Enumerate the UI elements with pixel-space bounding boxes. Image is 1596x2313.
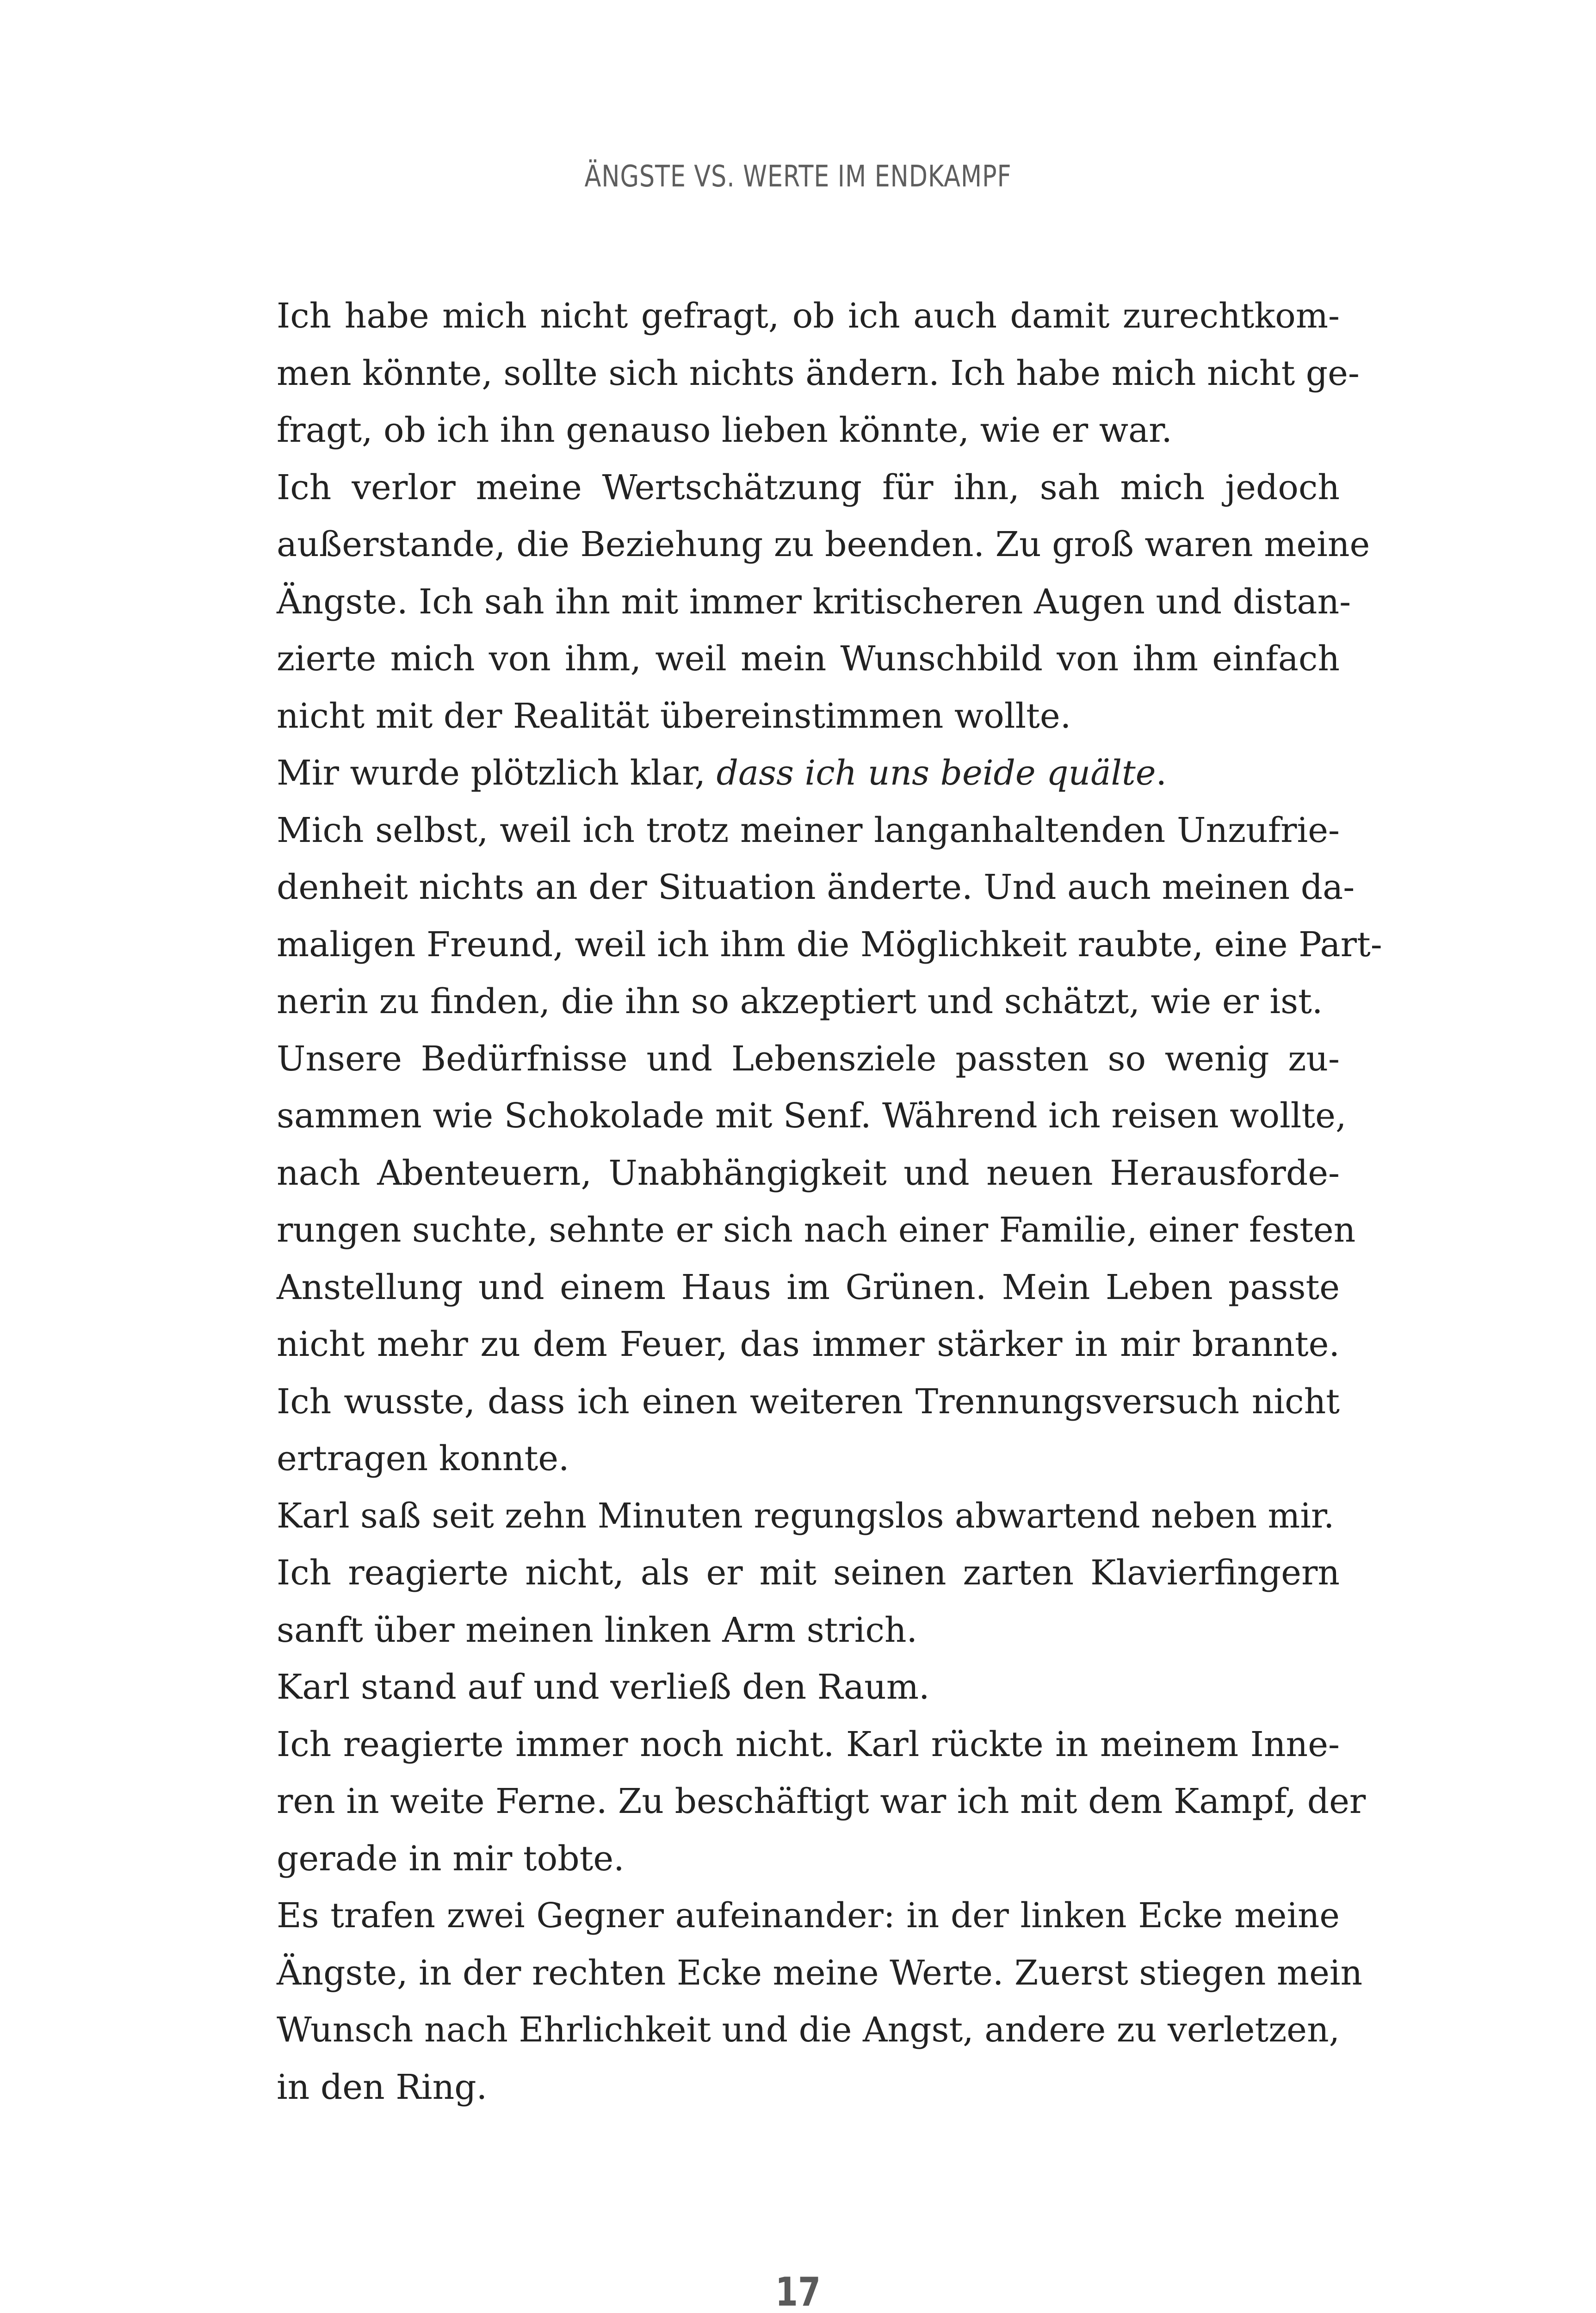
running-header: ÄNGSTE VS. WERTE IM ENDKAMPF — [584, 160, 1012, 194]
text-line: Ich reagierte nicht, als er mit seinen zarten Klavierfingern — [277, 1553, 1340, 1593]
text-line: maligen Freund, weil ich ihm die Möglichkeit raubte, eine Part- — [277, 924, 1382, 965]
text-line: nicht mit der Realität übereinstimmen wollte. — [277, 696, 1071, 736]
text-line: gerade in mir tobte. — [277, 1838, 625, 1879]
paragraph-8 — [232, 1659, 1340, 1716]
text-line: fragt, ob ich ihn genauso lieben könnte, wie er war. — [277, 410, 1172, 450]
text-line: Mich selbst, weil ich trotz meiner langanhaltenden Unzufrie- — [277, 810, 1340, 850]
text-line: ren in weite Ferne. Zu beschäftigt war ich mit dem Kampf, der — [277, 1781, 1366, 1821]
text-line: denheit nichts an der Situation änderte. Und auch meinen da- — [277, 867, 1355, 907]
text-line: Ich reagierte immer noch nicht. Karl rückte in meinem Inne- — [277, 1724, 1340, 1764]
text-line — [232, 745, 1340, 802]
text-line: rungen suchte, sehnte er sich nach einer Familie, einer festen — [277, 1210, 1356, 1250]
text-line: Karl stand auf und verließ den Raum. — [277, 1667, 930, 1707]
paragraph-4 — [232, 802, 1382, 1031]
paragraph-1 — [232, 288, 1360, 459]
paragraph-7 — [232, 1545, 1340, 1659]
paragraph-3 — [232, 745, 1340, 802]
text-line: Ich verlor meine Wertschätzung für ihn, sah mich jedoch — [277, 467, 1340, 507]
text-line: Ängste, in der rechten Ecke meine Werte. Zuerst stiegen mein — [277, 1953, 1363, 1993]
text-line: sanft über meinen linken Arm strich. — [277, 1610, 918, 1650]
text-line: zierte mich von ihm, weil mein Wunschbild von ihm einfach — [277, 639, 1340, 679]
text-line: Wunsch nach Ehrlichkeit und die Angst, andere zu verletzen, — [277, 2010, 1340, 2050]
text-line: nicht mehr zu dem Feuer, das immer stärker in mir brannte. — [277, 1324, 1340, 1364]
text-line: Unsere Bedürfnisse und Lebensziele passten so wenig zu- — [277, 1039, 1340, 1079]
body-text — [232, 288, 1382, 2116]
paragraph-10 — [232, 1887, 1363, 2116]
paragraph-6 — [232, 1488, 1340, 1545]
text-line: Ängste. Ich sah ihn mit immer kritischeren Augen und distan- — [277, 581, 1351, 622]
text-line: Ich habe mich nicht gefragt, ob ich auch damit zurechtkom- — [277, 296, 1340, 336]
paragraph-9 — [232, 1716, 1366, 1888]
text-line: ertragen konnte. — [277, 1439, 569, 1478]
text-run: Mir wurde plötzlich klar, — [277, 753, 717, 793]
text-run: . — [1156, 753, 1167, 793]
text-line: men könnte, sollte sich nichts ändern. Ich habe mich nicht ge- — [277, 353, 1360, 393]
text-line: nerin zu finden, die ihn so akzeptiert und schätzt, wie er ist. — [277, 982, 1323, 1021]
text-line: außerstande, die Beziehung zu beenden. Zu groß waren meine — [277, 525, 1370, 564]
text-line: Es trafen zwei Gegner aufeinander: in der linken Ecke meine — [277, 1896, 1340, 1936]
text-line: Anstellung und einem Haus im Grünen. Mein Leben passte — [277, 1267, 1340, 1307]
text-line: nach Abenteuern, Unabhängigkeit und neuen Herausforde- — [277, 1153, 1340, 1193]
paragraph-2 — [232, 459, 1370, 745]
text-line: in den Ring. — [277, 2067, 488, 2107]
page-number: 17 — [775, 2269, 821, 2313]
text-line: Ich wusste, dass ich einen weiteren Trennungsversuch nicht — [277, 1381, 1340, 1422]
paragraph-5 — [232, 1031, 1356, 1488]
text-line: sammen wie Schokolade mit Senf. Während ich reisen wollte, — [277, 1096, 1347, 1136]
emphasized-text: dass ich uns beide quälte — [716, 753, 1156, 793]
text-line: Karl saß seit zehn Minuten regungslos abwartend neben mir. — [277, 1496, 1335, 1536]
